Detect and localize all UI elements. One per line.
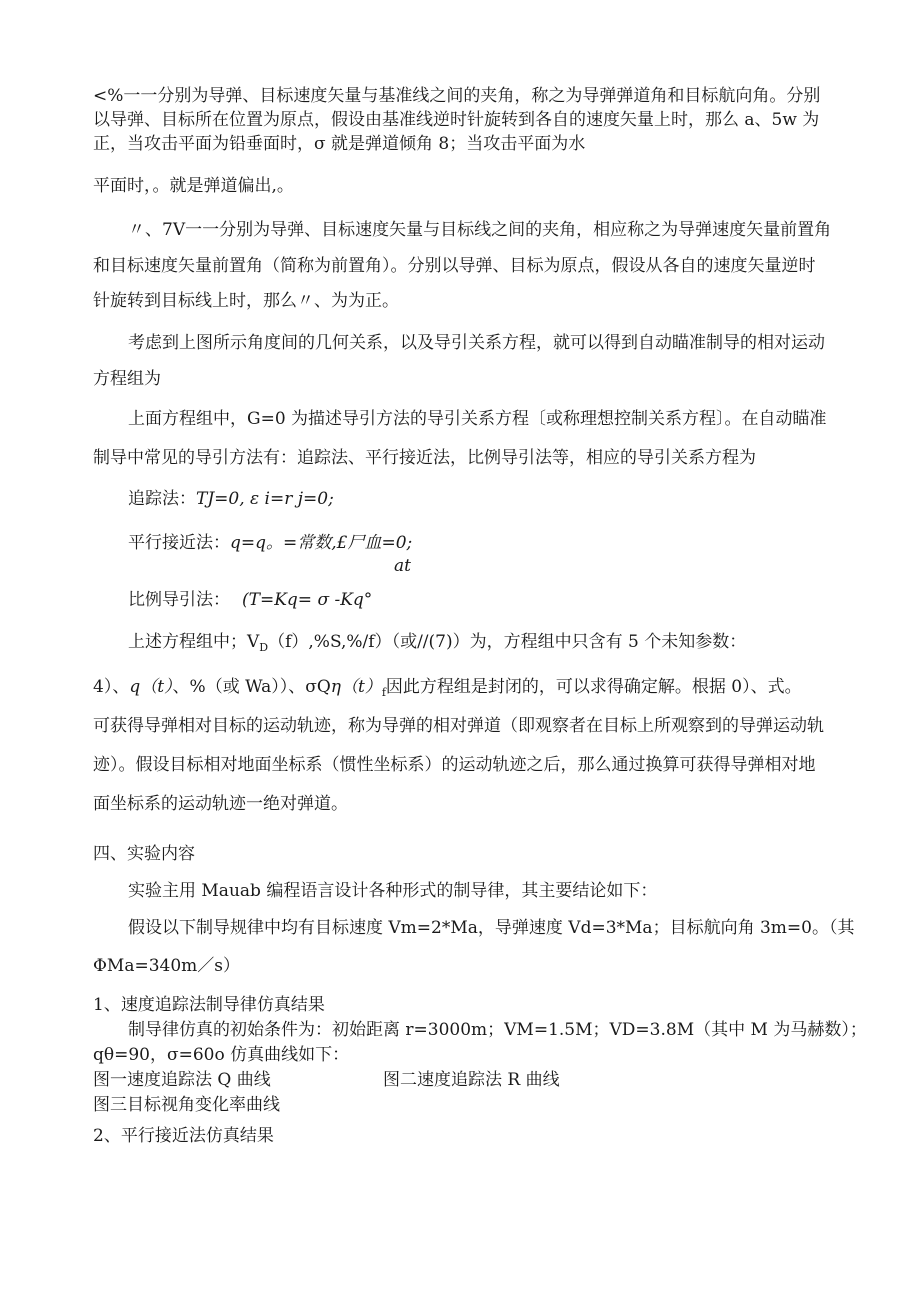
para1-line4: 平面时，。就是弹道偏出,。 — [93, 176, 294, 196]
para5-line2-q: q（t） — [129, 677, 173, 697]
para5-line1-sub: D — [259, 641, 269, 654]
para4-line2: 制导中常见的导引方法有：追踪法、平行接近法，比例导引法等，相应的导引关系方程为 — [93, 448, 756, 468]
para2-line2: 和目标速度矢量前置角（简称为前置角）。分别以导弹、目标为原点，假设从各自的速度矢量逆时 — [93, 256, 816, 276]
parallel-equation: q=q。=常数,£尸血=0; — [230, 533, 413, 553]
proportional-method — [128, 590, 372, 610]
para5-line1 — [128, 632, 746, 654]
para1-line3: 正，当攻击平面为铅垂面时，σ 就是弹道倾角 8；当攻击平面为水 — [93, 134, 586, 154]
parallel-method — [128, 533, 412, 553]
para5-line2-c: 因此方程组是封闭的，可以求得确定解。根据 0）、式。 — [385, 677, 802, 697]
sub1-line1: 制导律仿真的初始条件为：初始距离 r=3000m；VM=1.5M；VD=3.8M（其中 M 为马赫数）； — [128, 1020, 867, 1040]
para5-line3: 可获得导弹相对目标的运动轨迹，称为导弹的相对弹道（即观察者在目标上所观察到的导弹运动轨 — [93, 716, 824, 736]
proportional-label: 比例导引法： — [128, 590, 230, 610]
para5-line1-b: （f）,%S,%/f）（或//(7)）为，方程组中只含有 5 个未知参数： — [268, 632, 747, 652]
para5-line1-a: 上述方程组中；V — [128, 632, 260, 652]
section4-heading: 四、实验内容 — [93, 844, 195, 864]
para5-line4: 迹）。假设目标相对地面坐标系（惯性坐标系）的运动轨迹之后，那么通过换算可获得导弹相对地 — [93, 755, 816, 775]
section4-line2: 假设以下制导规律中均有目标速度 Vm=2*Ma，导弹速度 Vd=3*Ma；目标航向角 3m=0。（其 — [128, 918, 855, 938]
para5-line5: 面坐标系的运动轨迹一绝对弹道。 — [93, 794, 348, 814]
para5-line2-eta: η（t） — [330, 677, 382, 697]
para1-line2: 以导弹、目标所在位置为原点，假设由基准线逆时针旋转到各自的速度矢量上时，那么 a、5w 为 — [93, 110, 820, 130]
para2-line3: 针旋转到目标线上时，那么〃、为为正。 — [93, 291, 399, 311]
pursuit-method — [128, 489, 334, 509]
section4-line1: 实验主用 Mauab 编程语言设计各种形式的制导律，其主要结论如下： — [128, 881, 658, 901]
para5-line2-sub: f — [381, 686, 386, 699]
sub1-line2: qθ=90，σ=60o 仿真曲线如下： — [93, 1045, 350, 1065]
figure1-caption: 图一速度追踪法 Q 曲线 — [93, 1070, 271, 1090]
sub1-heading: 1、速度追踪法制导律仿真结果 — [93, 995, 325, 1015]
parallel-label: 平行接近法： — [128, 533, 230, 553]
para3-line1: 考虑到上图所示角度间的几何关系，以及导引关系方程，就可以得到自动瞄准制导的相对运动 — [128, 333, 825, 353]
para4-line1: 上面方程组中，G=0 为描述导引方法的导引关系方程〔或称理想控制关系方程〕。在自动瞄准 — [128, 409, 827, 429]
parallel-denominator: at — [394, 556, 411, 576]
para3-line2: 方程组为 — [93, 369, 161, 389]
figure2-caption: 图二速度追踪法 R 曲线 — [383, 1070, 560, 1090]
para5-line2-a: 4）、 — [93, 677, 130, 697]
pursuit-equation: TJ=0, ε i=r j=0; — [196, 489, 334, 509]
para2-line1: 〃、7V一一分别为导弹、目标速度矢量与目标线之间的夹角，相应称之为导弹速度矢量前置角 — [128, 220, 832, 240]
pursuit-label: 追踪法： — [128, 489, 196, 509]
sub2-heading: 2、平行接近法仿真结果 — [93, 1126, 274, 1146]
figure3-caption: 图三目标视角变化率曲线 — [93, 1095, 280, 1115]
section4-line3: ΦMa=340m／s） — [93, 956, 241, 976]
para5-line2-b: 、%（或 Wa））、σQ — [172, 677, 331, 697]
para5-line2 — [93, 677, 802, 699]
para1-line1: <%一一分别为导弹、目标速度矢量与基准线之间的夹角，称之为导弹弹道角和目标航向角。分别 — [93, 86, 821, 106]
proportional-equation: (T=Kq= σ -Kq° — [242, 590, 373, 610]
